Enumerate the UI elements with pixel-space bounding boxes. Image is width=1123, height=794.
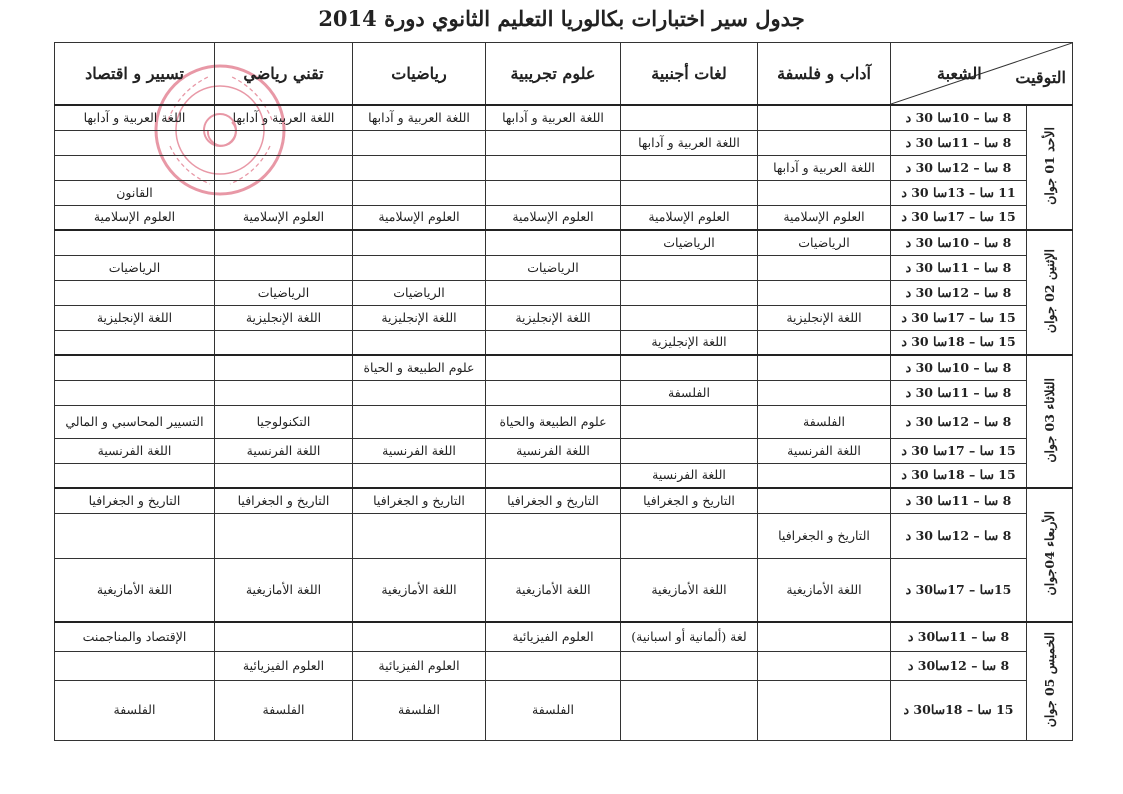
header-stream: آداب و فلسفة xyxy=(758,43,891,106)
subject-cell xyxy=(758,488,891,513)
subject-cell: الرياضيات xyxy=(621,230,758,255)
header-tawqit: التوقيت xyxy=(1015,68,1066,87)
table-row xyxy=(55,680,1073,740)
header-stream: رياضيات xyxy=(353,43,486,106)
subject-cell: الرياضيات xyxy=(758,230,891,255)
subject-cell: اللغة الإنجليزية xyxy=(486,305,621,330)
subject-cell xyxy=(215,130,353,155)
table-row xyxy=(55,105,1073,130)
subject-cell xyxy=(55,513,215,558)
time-slot: 8 سا – 10سا 30 د xyxy=(891,105,1027,130)
subject-cell xyxy=(55,380,215,405)
subject-cell: التاريخ و الجغرافيا xyxy=(55,488,215,513)
subject-cell: العلوم الفيزيائية xyxy=(215,651,353,680)
subject-cell xyxy=(55,130,215,155)
subject-cell: الرياضيات xyxy=(215,280,353,305)
subject-cell xyxy=(353,330,486,355)
subject-cell xyxy=(486,355,621,380)
table-row xyxy=(55,651,1073,680)
subject-cell: التاريخ و الجغرافيا xyxy=(353,488,486,513)
subject-cell: التاريخ و الجغرافيا xyxy=(621,488,758,513)
subject-cell: اللغة الإنجليزية xyxy=(621,330,758,355)
header-stream: علوم تجريبية xyxy=(486,43,621,106)
table-row xyxy=(55,558,1073,622)
time-slot: 8 سا – 12سا 30 د xyxy=(891,280,1027,305)
subject-cell xyxy=(486,463,621,488)
time-slot: 8 سا – 11سا30 د xyxy=(891,622,1027,651)
subject-cell xyxy=(621,305,758,330)
subject-cell: الفلسفة xyxy=(55,680,215,740)
subject-cell xyxy=(621,405,758,438)
table-row xyxy=(55,180,1073,205)
header-stream: تقني رياضي xyxy=(215,43,353,106)
subject-cell xyxy=(621,105,758,130)
subject-cell xyxy=(55,155,215,180)
subject-cell: اللغة الأمازيغية xyxy=(621,558,758,622)
time-slot: 11 سا – 13سا 30 د xyxy=(891,180,1027,205)
subject-cell xyxy=(621,355,758,380)
table-row xyxy=(55,513,1073,558)
subject-cell: العلوم الإسلامية xyxy=(621,205,758,230)
subject-cell xyxy=(353,180,486,205)
subject-cell xyxy=(486,130,621,155)
subject-cell: اللغة الإنجليزية xyxy=(353,305,486,330)
subject-cell xyxy=(55,463,215,488)
time-slot: 8 سا – 10سا 30 د xyxy=(891,230,1027,255)
subject-cell xyxy=(758,130,891,155)
subject-cell xyxy=(621,513,758,558)
subject-cell xyxy=(486,651,621,680)
time-slot: 8 سا – 12سا 30 د xyxy=(891,405,1027,438)
subject-cell xyxy=(758,651,891,680)
table-row xyxy=(55,155,1073,180)
day-label xyxy=(1027,230,1073,355)
exam-schedule-table xyxy=(54,42,1073,741)
subject-cell: العلوم الإسلامية xyxy=(353,205,486,230)
subject-cell: اللغة الفرنسية xyxy=(486,438,621,463)
subject-cell xyxy=(353,380,486,405)
subject-cell: اللغة الفرنسية xyxy=(758,438,891,463)
subject-cell xyxy=(621,255,758,280)
table-row xyxy=(55,330,1073,355)
subject-cell xyxy=(758,280,891,305)
table-row xyxy=(55,280,1073,305)
subject-cell: الفلسفة xyxy=(215,680,353,740)
subject-cell xyxy=(215,180,353,205)
header-stream: لغات أجنبية xyxy=(621,43,758,106)
subject-cell: التاريخ و الجغرافيا xyxy=(486,488,621,513)
subject-cell xyxy=(215,155,353,180)
time-slot: 15 سا – 18سا30 د xyxy=(891,680,1027,740)
day-label xyxy=(1027,622,1073,740)
subject-cell xyxy=(353,463,486,488)
subject-cell xyxy=(353,155,486,180)
subject-cell xyxy=(758,380,891,405)
table-row xyxy=(55,205,1073,230)
subject-cell xyxy=(758,355,891,380)
subject-cell xyxy=(353,130,486,155)
subject-cell: الفلسفة xyxy=(486,680,621,740)
day-label xyxy=(1027,488,1073,622)
subject-cell: اللغة العربية و آدابها xyxy=(215,105,353,130)
subject-cell: اللغة الأمازيغية xyxy=(55,558,215,622)
time-slot: 8 سا – 10سا 30 د xyxy=(891,355,1027,380)
day-label-text: الأحد 01 جوان xyxy=(1041,127,1057,205)
subject-cell xyxy=(486,180,621,205)
subject-cell xyxy=(353,405,486,438)
subject-cell: اللغة الفرنسية xyxy=(353,438,486,463)
subject-cell: القانون xyxy=(55,180,215,205)
subject-cell xyxy=(55,330,215,355)
time-slot: 8 سا – 11سا 30 د xyxy=(891,488,1027,513)
subject-cell: اللغة الأمازيغية xyxy=(353,558,486,622)
subject-cell xyxy=(486,380,621,405)
time-slot: 15 سا – 18سا 30 د xyxy=(891,330,1027,355)
subject-cell: الفلسفة xyxy=(758,405,891,438)
subject-cell xyxy=(621,651,758,680)
schedule-body xyxy=(55,105,1073,740)
subject-cell xyxy=(486,280,621,305)
subject-cell xyxy=(215,255,353,280)
subject-cell: لغة (ألمانية أو اسبانية) xyxy=(621,622,758,651)
subject-cell: اللغة العربية و آدابها xyxy=(621,130,758,155)
subject-cell xyxy=(621,180,758,205)
subject-cell: اللغة العربية و آدابها xyxy=(486,105,621,130)
time-slot: 15 سا – 17سا 30 د xyxy=(891,305,1027,330)
header-row xyxy=(55,43,1073,106)
subject-cell: العلوم الإسلامية xyxy=(758,205,891,230)
subject-cell xyxy=(353,622,486,651)
subject-cell: اللغة الفرنسية xyxy=(215,438,353,463)
subject-cell: الرياضيات xyxy=(353,280,486,305)
subject-cell: الإقتصاد والمناجمنت xyxy=(55,622,215,651)
subject-cell xyxy=(215,513,353,558)
subject-cell xyxy=(215,463,353,488)
time-slot: 8 سا – 11سا 30 د xyxy=(891,380,1027,405)
subject-cell xyxy=(215,380,353,405)
table-row xyxy=(55,380,1073,405)
time-slot: 8 سا – 12سا 30 د xyxy=(891,155,1027,180)
day-label-text: الخميس 05 جوان xyxy=(1041,632,1057,728)
day-label-text: الثلاثاء 03 جوان xyxy=(1041,377,1057,463)
subject-cell: العلوم الإسلامية xyxy=(486,205,621,230)
time-slot: 8 سا – 11سا 30 د xyxy=(891,255,1027,280)
subject-cell: العلوم الإسلامية xyxy=(215,205,353,230)
subject-cell: اللغة العربية و آدابها xyxy=(758,155,891,180)
subject-cell: اللغة الإنجليزية xyxy=(215,305,353,330)
subject-cell xyxy=(758,105,891,130)
subject-cell xyxy=(55,280,215,305)
subject-cell xyxy=(55,355,215,380)
subject-cell xyxy=(758,463,891,488)
subject-cell xyxy=(758,680,891,740)
subject-cell xyxy=(215,330,353,355)
table-row xyxy=(55,622,1073,651)
subject-cell xyxy=(758,330,891,355)
subject-cell: التاريخ و الجغرافيا xyxy=(215,488,353,513)
subject-cell xyxy=(758,255,891,280)
day-label-text: الإثنين 02 جوان xyxy=(1041,248,1057,334)
subject-cell: الفلسفة xyxy=(353,680,486,740)
subject-cell: الفلسفة xyxy=(621,380,758,405)
header-corner xyxy=(891,43,1073,106)
subject-cell xyxy=(621,280,758,305)
time-slot: 15 سا – 17سا 30 د xyxy=(891,438,1027,463)
subject-cell: اللغة الفرنسية xyxy=(55,438,215,463)
subject-cell: الرياضيات xyxy=(486,255,621,280)
subject-cell: اللغة العربية و آدابها xyxy=(353,105,486,130)
subject-cell: التكنولوجيا xyxy=(215,405,353,438)
table-row xyxy=(55,355,1073,380)
subject-cell: العلوم الفيزيائية xyxy=(353,651,486,680)
subject-cell: التسيير المحاسبي و المالي xyxy=(55,405,215,438)
table-row xyxy=(55,230,1073,255)
header-stream: تسيير و اقتصاد xyxy=(55,43,215,106)
subject-cell: اللغة الأمازيغية xyxy=(486,558,621,622)
subject-cell: اللغة العربية و آدابها xyxy=(55,105,215,130)
subject-cell xyxy=(621,680,758,740)
subject-cell: اللغة الفرنسية xyxy=(621,463,758,488)
time-slot: 15 سا – 17سا 30 د xyxy=(891,205,1027,230)
time-slot: 8 سا – 12سا30 د xyxy=(891,651,1027,680)
subject-cell: العلوم الإسلامية xyxy=(55,205,215,230)
day-label-text: الأربعاء 04جوان xyxy=(1041,511,1057,596)
day-label xyxy=(1027,105,1073,230)
subject-cell: التاريخ و الجغرافيا xyxy=(758,513,891,558)
subject-cell xyxy=(758,180,891,205)
subject-cell: علوم الطبيعة و الحياة xyxy=(353,355,486,380)
table-row xyxy=(55,305,1073,330)
table-row xyxy=(55,438,1073,463)
subject-cell xyxy=(758,622,891,651)
subject-cell xyxy=(215,622,353,651)
subject-cell: العلوم الفيزيائية xyxy=(486,622,621,651)
subject-cell xyxy=(55,230,215,255)
subject-cell: اللغة الأمازيغية xyxy=(215,558,353,622)
time-slot: 15 سا – 18سا 30 د xyxy=(891,463,1027,488)
subject-cell xyxy=(353,513,486,558)
table-row xyxy=(55,405,1073,438)
day-label xyxy=(1027,355,1073,488)
subject-cell xyxy=(215,230,353,255)
subject-cell xyxy=(486,155,621,180)
subject-cell: اللغة الإنجليزية xyxy=(55,305,215,330)
table-row xyxy=(55,463,1073,488)
subject-cell xyxy=(486,230,621,255)
subject-cell: اللغة الأمازيغية xyxy=(758,558,891,622)
subject-cell xyxy=(215,355,353,380)
header-shuba: الشعبة xyxy=(937,64,982,83)
subject-cell: علوم الطبيعة والحياة xyxy=(486,405,621,438)
subject-cell xyxy=(621,155,758,180)
table-row xyxy=(55,130,1073,155)
page-title: جدول سير اختبارات بكالوريا التعليم الثانوي دورة 2014 xyxy=(318,6,805,31)
subject-cell: الرياضيات xyxy=(55,255,215,280)
table-row xyxy=(55,488,1073,513)
time-slot: 8 سا – 11سا 30 د xyxy=(891,130,1027,155)
time-slot: 8 سا – 12سا 30 د xyxy=(891,513,1027,558)
subject-cell xyxy=(621,438,758,463)
subject-cell xyxy=(55,651,215,680)
subject-cell: اللغة الإنجليزية xyxy=(758,305,891,330)
subject-cell xyxy=(486,513,621,558)
subject-cell xyxy=(486,330,621,355)
table-row xyxy=(55,255,1073,280)
subject-cell xyxy=(353,255,486,280)
subject-cell xyxy=(353,230,486,255)
time-slot: 15سا – 17سا30 د xyxy=(891,558,1027,622)
